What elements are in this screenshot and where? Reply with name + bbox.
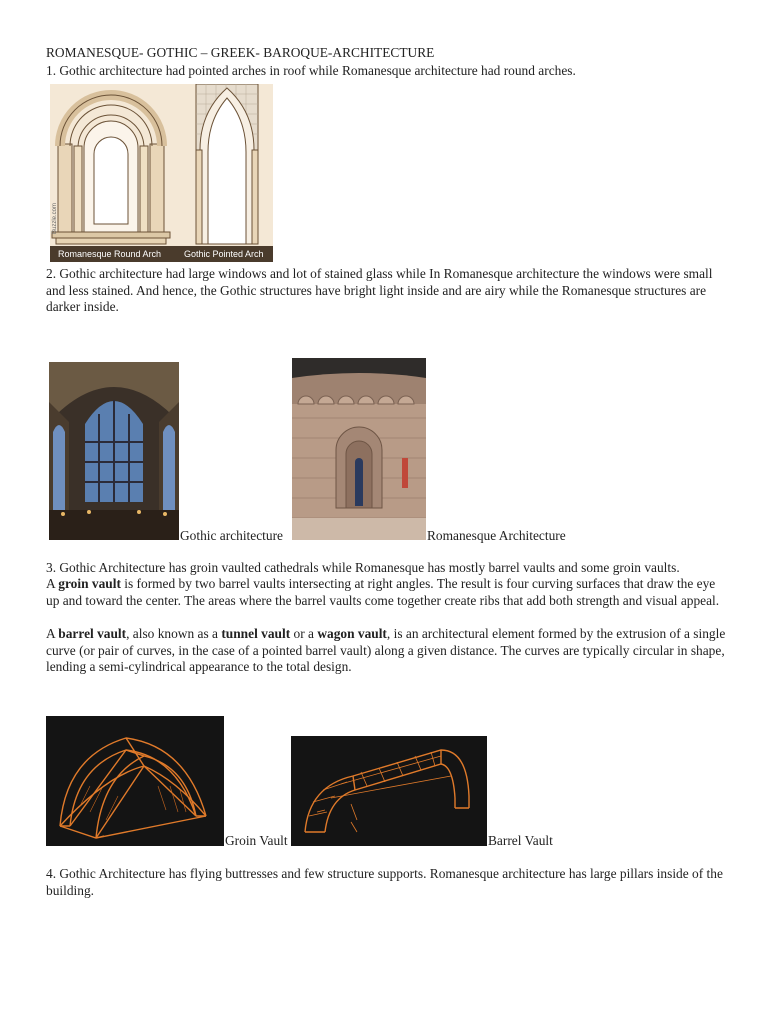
caption-barrel-vault: Barrel Vault [488,833,553,848]
point-3: 3. Gothic Architecture has groin vaulted cathedrals while Romanesque has mostly barrel vaults and some groin vaults. [46,560,680,575]
barrel-mid-2: or a [290,626,318,641]
groin-vault-illustration [46,716,224,846]
label-romanesque-arch: Romanesque Round Arch [58,249,162,259]
arch-illustration [50,84,273,262]
point-2: 2. Gothic architecture had large windows and lot of stained glass while In Romanesque architecture the windows were small and less stained. And hence, the Gothic structures have bright light inside and are airy while the Romanesque structures are darker inside. [46,266,713,314]
watermark: Buzzle.com [52,202,58,234]
label-gothic-arch: Gothic Pointed Arch [184,249,264,259]
caption-groin-vault: Groin Vault [225,833,288,848]
document-title: ROMANESQUE- GOTHIC – GREEK- BAROQUE-ARCHITECTURE [46,45,435,60]
gothic-interior-image [49,362,179,540]
barrel-mid-1: , also known as a [126,626,222,641]
barrel-term-1: barrel vault [58,626,127,641]
barrel-pre: A [46,626,59,641]
point-4: 4. Gothic Architecture has flying buttresses and few structure supports. Romanesque architecture has large pillars inside of the building. [46,866,723,898]
barrel-post: , is an architectural element formed by the extrusion of a single curve (or pair of curves, in the case of a pointed barrel vault) along a given distance. The curves are typically circular in shape, lending a semi-cylindrical appearance to the total design. [46,626,726,674]
barrel-term-3: wagon vault [317,626,387,641]
romanesque-window-illustration [292,358,426,540]
groin-post: is formed by two barrel vaults intersecting at right angles. The result is four curving surfaces that draw the eye up and toward the center. The areas where the barrel vaults come together create ribs that add both strength and visual appeal. [46,576,720,608]
barrel-vault-image [291,736,487,846]
groin-term: groin vault [58,576,121,591]
groin-pre: A [46,576,59,591]
caption-romanesque-architecture: Romanesque Architecture [427,528,566,543]
romanesque-exterior-image [292,358,426,540]
caption-gothic-architecture: Gothic architecture [180,528,283,543]
point-1: 1. Gothic architecture had pointed arches in roof while Romanesque architecture had round arches. [46,63,576,78]
groin-vault-image [46,716,224,846]
barrel-term-2: tunnel vault [221,626,291,641]
groin-vault-definition [46,576,726,609]
barrel-vault-illustration [291,736,487,846]
barrel-vault-definition [46,626,726,676]
gothic-window-illustration [49,362,179,540]
arch-comparison-image [50,84,273,262]
